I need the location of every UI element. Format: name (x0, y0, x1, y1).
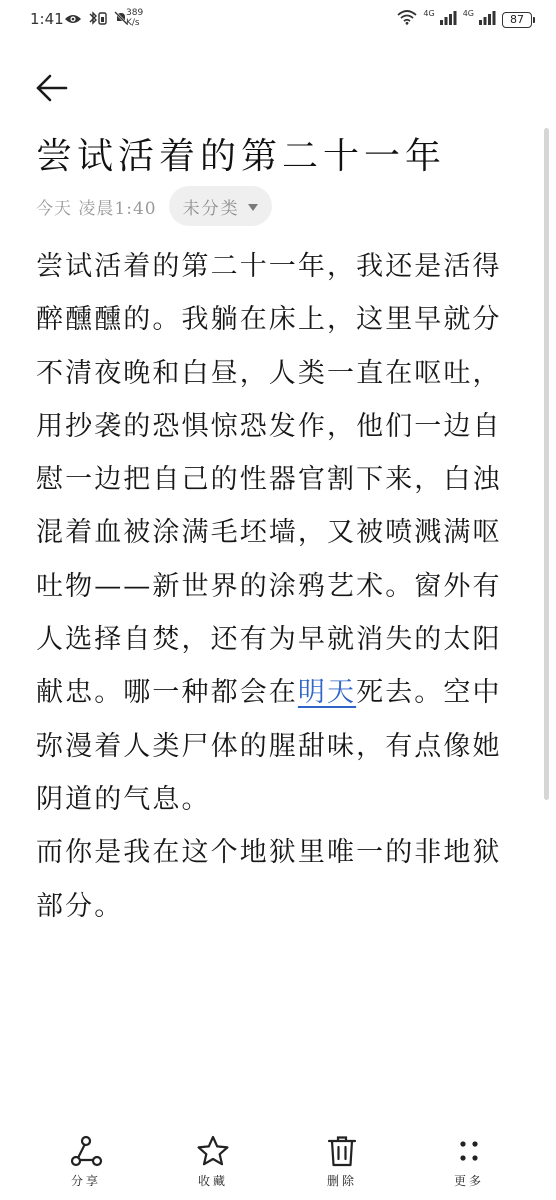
dropdown-triangle-icon (248, 197, 258, 216)
battery-indicator: 87 (502, 12, 532, 28)
more-button[interactable] (424, 1124, 514, 1194)
favorite-label: 收藏 (197, 1174, 228, 1188)
signal-icon (478, 10, 496, 29)
delete-label: 删除 (326, 1174, 357, 1188)
bottom-toolbar (0, 1124, 556, 1200)
more-label: 更多 (453, 1174, 484, 1188)
share-icon (69, 1134, 103, 1168)
sim1-network-label: 4G (423, 9, 435, 18)
more-dots-icon (452, 1134, 486, 1168)
favorite-button[interactable] (168, 1124, 258, 1194)
share-button[interactable] (41, 1124, 131, 1194)
sim2-network-label: 4G (462, 9, 474, 18)
status-bar (0, 0, 556, 40)
note-paragraph: 而你是我在这个地狱里唯一的非地狱部分。 (36, 837, 502, 922)
paragraph-text: 尝试活着的第二十一年，我还是活得醉醺醺的。我躺在床上，这里早就分不清夜晚和白昼，人类一直在呕吐，用抄袭的恐惧惊恐发作，他们一边自慰一边把自己的性器官割下来，白浊混着血被涂满毛坯墙，又被喷溅满呕吐物——新世界的涂鸦艺术。窗外有人选择自焚，还有为早就消失的太阳献忠。哪一种都会在 (36, 251, 502, 709)
eye-icon (64, 10, 82, 29)
share-label: 分享 (70, 1174, 101, 1188)
note-body[interactable] (36, 240, 526, 933)
trash-icon (325, 1134, 359, 1168)
note-title[interactable]: 尝试活着的第二十一年 (36, 136, 447, 177)
note-paragraph (36, 240, 526, 826)
wifi-icon (397, 10, 417, 29)
network-speed (126, 8, 143, 28)
category-dropdown[interactable] (169, 186, 272, 226)
note-meta (36, 186, 272, 226)
status-time: 1:41 (30, 10, 64, 28)
status-icons-right (397, 10, 532, 29)
back-arrow-icon (34, 70, 70, 106)
note-date: 今天 凌晨1:40 (36, 198, 157, 219)
paragraph-text: 死去。空中弥漫着人类尸体的腥甜味，有点像她阴道的气息。 (36, 677, 502, 815)
status-icons-left (64, 10, 128, 29)
network-speed-value: 389 (126, 8, 144, 18)
scrollbar[interactable] (544, 128, 549, 800)
bluetooth-battery-icon (88, 10, 108, 29)
signal-icon (439, 10, 457, 29)
back-button[interactable] (34, 70, 70, 106)
category-label: 未分类 (182, 198, 240, 219)
date-link[interactable]: 明天 (297, 677, 357, 709)
delete-button[interactable] (297, 1124, 387, 1194)
network-speed-unit: K/s (126, 18, 140, 28)
star-icon (196, 1134, 230, 1168)
